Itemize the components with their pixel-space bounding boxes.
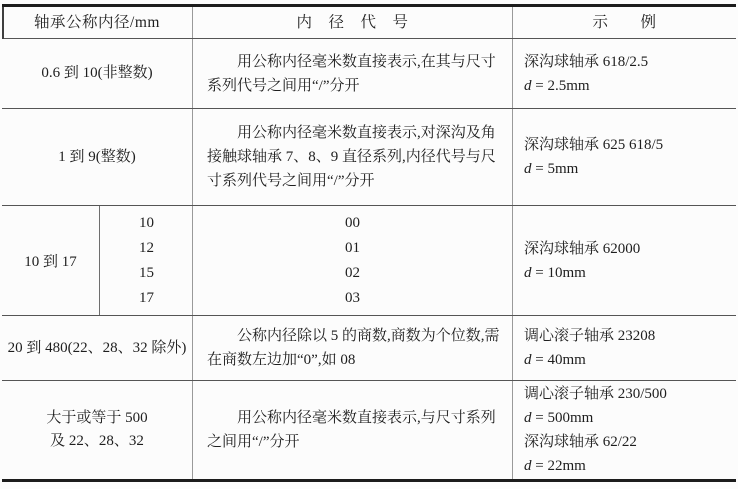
example-diameter-line: d = 500mm [524, 410, 594, 426]
example-cell [513, 206, 736, 315]
table-row [2, 316, 736, 381]
example-diameter-line: d = 10mm [524, 264, 586, 281]
example-cell [513, 39, 736, 108]
table-row [2, 109, 736, 206]
example-line: 调心滚子轴承 23208 [524, 328, 656, 344]
code-rule-text: 用公称内径毫米数直接表示,与尺寸系列之间用“/”分开 [207, 410, 496, 450]
example-cell [513, 381, 736, 479]
code-value: 01 [345, 239, 360, 256]
example-diameter-line: d = 5mm [524, 161, 579, 177]
header-cell-bore-code: 内 径 代 号 [193, 7, 513, 38]
diameter-value: 12 [139, 239, 154, 256]
example-cell [513, 109, 736, 205]
example-line: 调心滚子轴承 230/500 [524, 386, 667, 402]
code-rule-text: 公称内径除以 5 的商数,商数为个位数,需在商数左边加“0”,如 08 [207, 328, 500, 368]
example-cell [513, 316, 736, 380]
example-diameter-line: d = 22mm [524, 458, 586, 474]
code-rule-cell [193, 381, 513, 479]
example-line: 深沟球轴承 618/2.5 [524, 53, 649, 70]
diameter-value: 15 [139, 264, 154, 281]
bearing-bore-code-table [2, 4, 736, 482]
table-row [2, 206, 736, 316]
example-line: 深沟球轴承 625 618/5 [524, 137, 664, 153]
diameter-range-cell: 1 到 9(整数) [2, 109, 193, 205]
diameter-range-label: 10 到 17 [2, 206, 100, 315]
code-rule-cell [193, 316, 513, 380]
code-value: 03 [345, 289, 360, 306]
code-value: 00 [345, 214, 360, 231]
example-diameter-line: d = 2.5mm [524, 77, 590, 94]
code-value: 02 [345, 264, 360, 281]
header-cell-example: 示 例 [592, 14, 657, 31]
example-diameter-line: d = 40mm [524, 352, 586, 368]
code-rule-cell [193, 39, 513, 108]
example-line: 深沟球轴承 62/22 [524, 434, 637, 450]
diameter-values-list [100, 206, 193, 315]
diameter-range-cell [2, 381, 193, 479]
diameter-range-line: 及 22、28、32 [50, 433, 144, 449]
diameter-range-line: 大于或等于 500 [46, 410, 148, 426]
diameter-subtable [2, 206, 192, 315]
header-cell-nominal-bore: 轴承公称内径/mm [2, 7, 193, 38]
code-values-list [193, 206, 513, 315]
code-rule-text: 用公称内径毫米数直接表示,对深沟及角接触球轴承 7、8、9 直径系列,内径代号与尺寸系列代号之间用“/”分开 [207, 125, 496, 189]
diameter-range-cell: 20 到 480(22、28、32 除外) [2, 316, 193, 380]
table-row [2, 381, 736, 479]
code-rule-cell [193, 109, 513, 205]
code-rule-text: 用公称内径毫米数直接表示,在其与尺寸系列代号之间用“/”分开 [207, 53, 496, 94]
table-row [2, 39, 736, 109]
example-line: 深沟球轴承 62000 [524, 240, 641, 257]
header-left-rule [2, 7, 4, 39]
diameter-range-cell: 0.6 到 10(非整数) [2, 39, 193, 108]
table-header-row [2, 7, 736, 39]
diameter-value: 17 [139, 289, 154, 306]
diameter-range-cell [2, 206, 193, 315]
diameter-value: 10 [139, 214, 154, 231]
